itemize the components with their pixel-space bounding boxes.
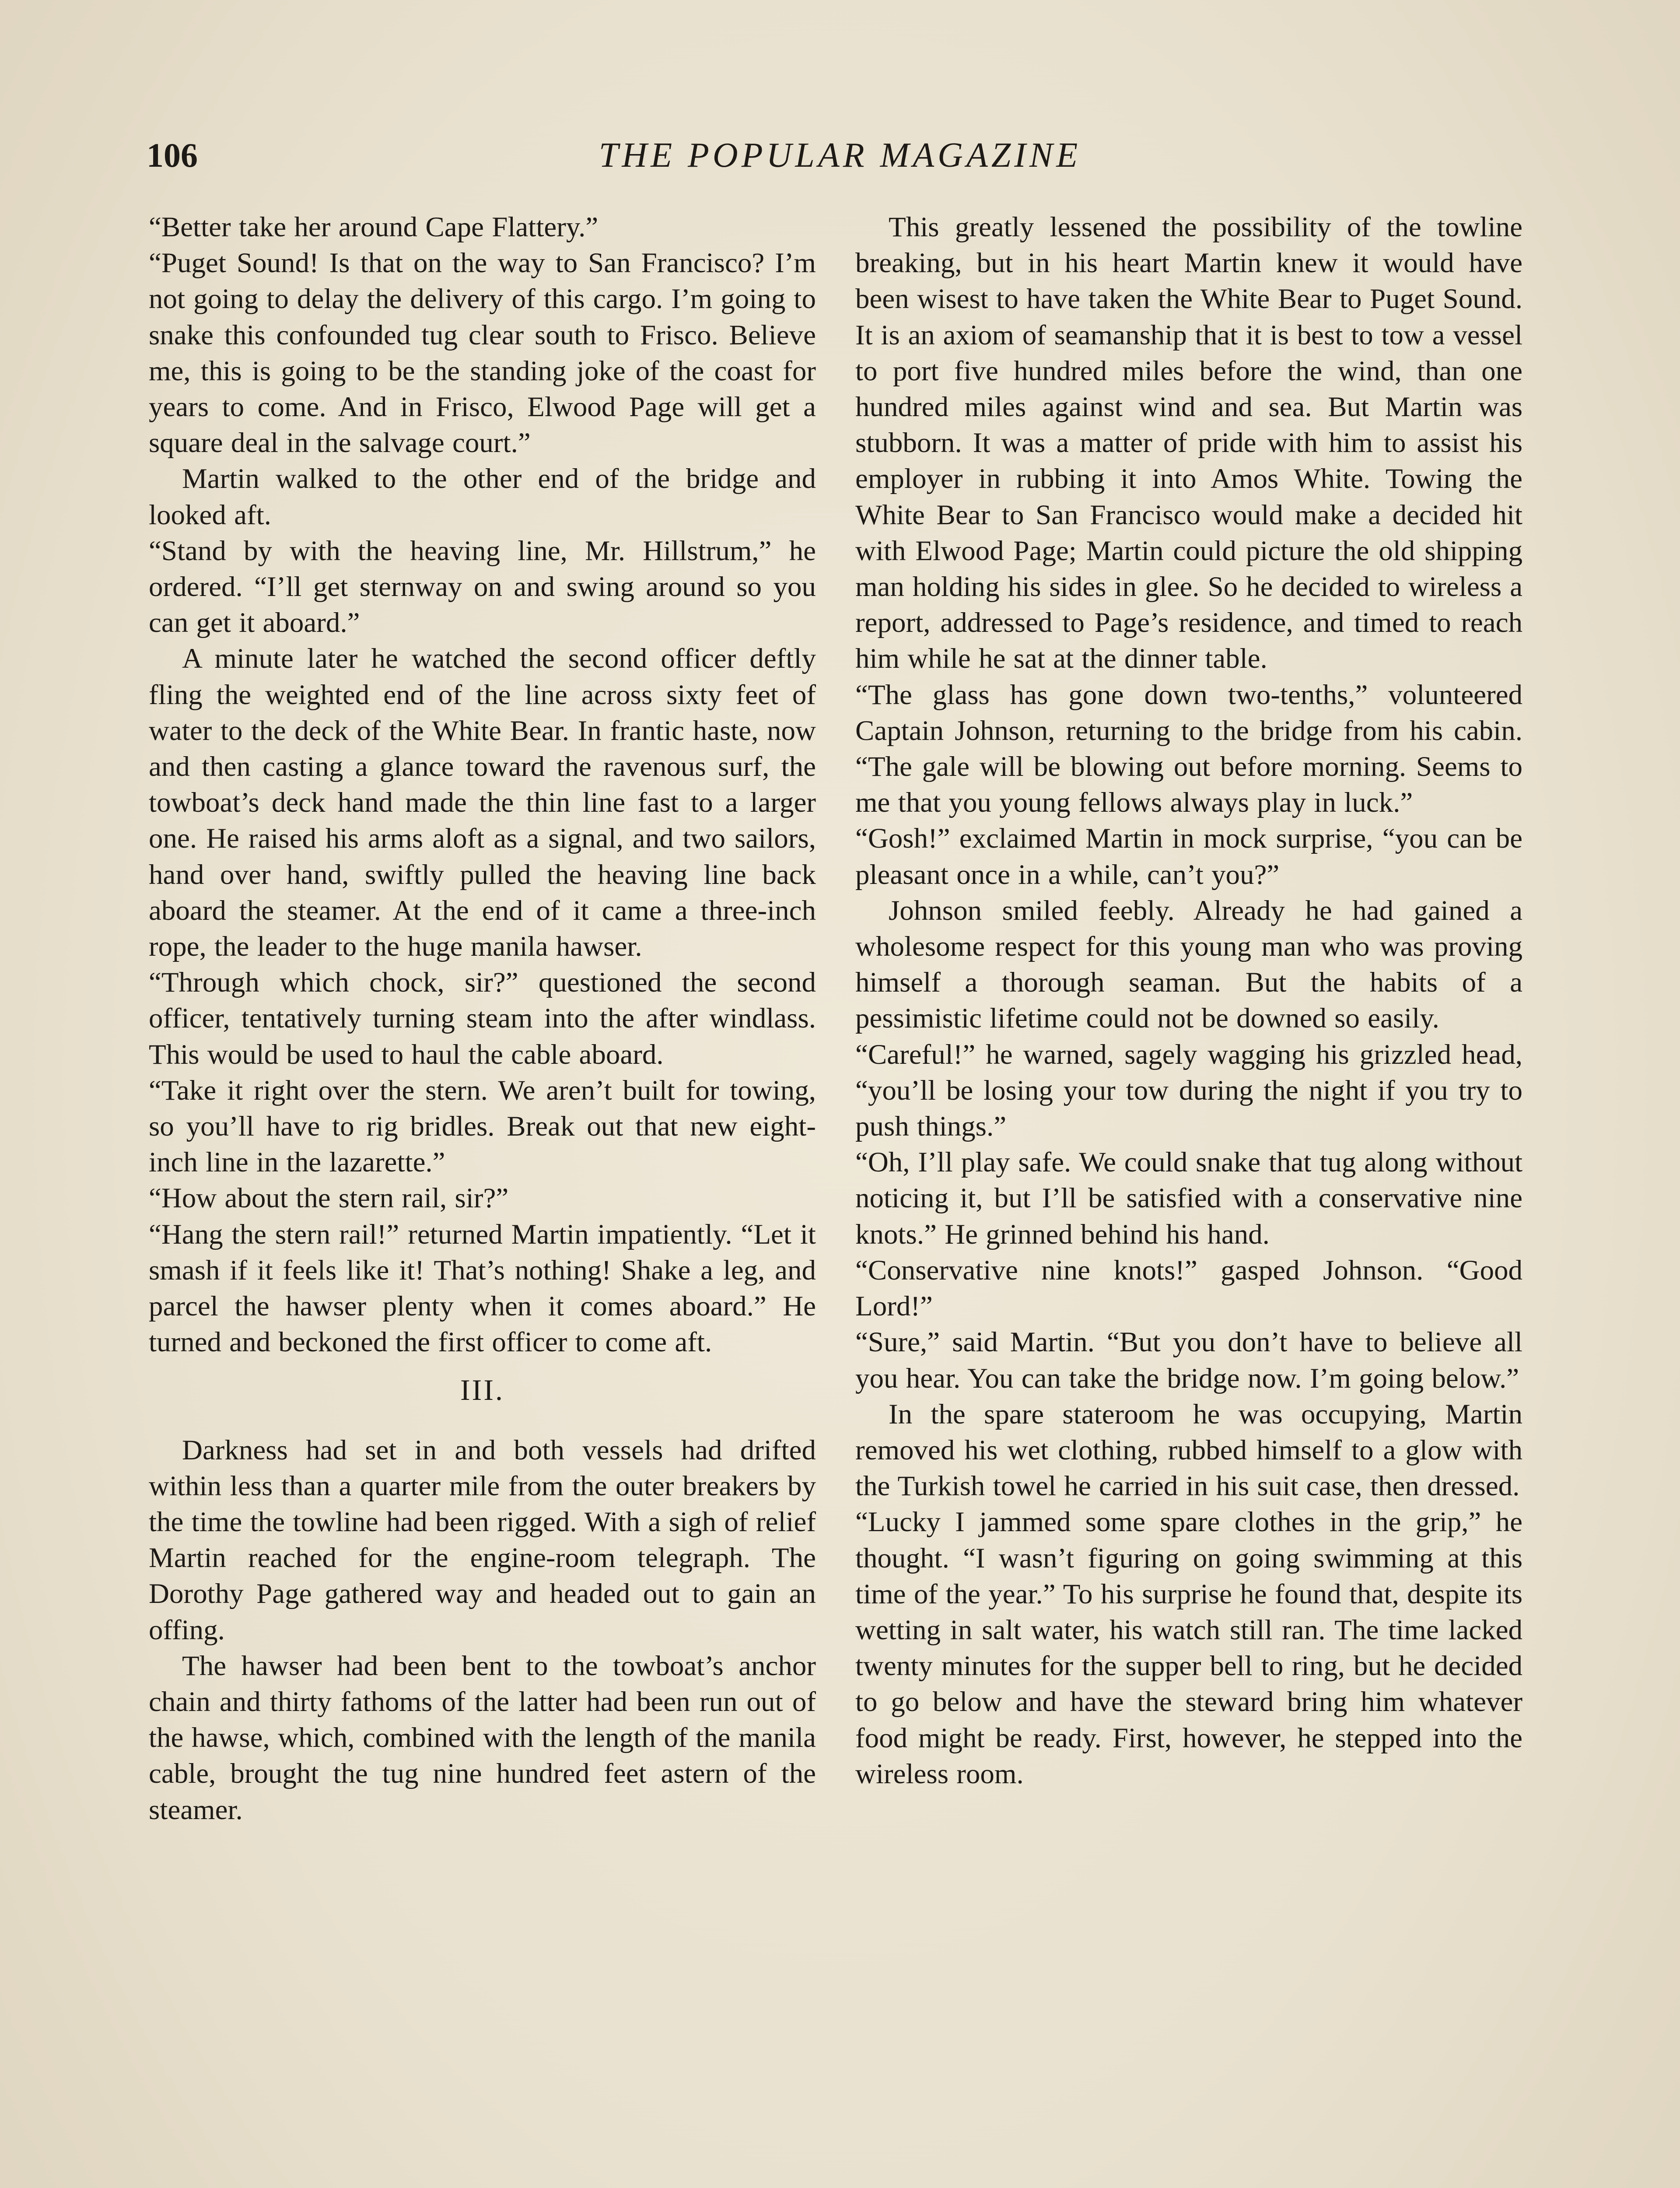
paragraph: “Better take her around Cape Flattery.” <box>149 211 598 243</box>
right-column <box>855 209 1522 2188</box>
paragraph: “Careful!” he warned, sagely wagging his grizzled head, “you’ll be losing your tow during the night if you try to push things.” <box>855 1038 1522 1143</box>
paragraph: “Sure,” said Martin. “But you don’t have to believe all you hear. You can take the bridge now. I’m going below.” <box>855 1326 1522 1394</box>
section-heading <box>149 1360 816 1432</box>
running-title: THE POPULAR MAGAZINE <box>598 136 1082 175</box>
page-header <box>147 131 1533 179</box>
paragraph: “Lucky I jammed some spare clothes in the grip,” he thought. “I wasn’t figuring on going swimming at this time of the year.” To his surprise he found that, despite its wetting in salt water, his watch still ran. The time lacked twenty minutes for the supper bell to ring, but he decided to go below and have the steward bring him whatever food might be ready. First, however, he stepped into the wireless room. <box>855 1506 1522 1790</box>
paragraph: Johnson smiled feebly. Already he had gained a wholesome respect for this young man who was proving himself a thorough seaman. But the habits of a pessimistic lifetime could not be downed so easily. <box>855 894 1522 1034</box>
paragraph: A minute later he watched the second officer deftly fling the weighted end of the line across sixty feet of water to the deck of the White Bear. In frantic haste, now and then casting a glance toward the ravenous surf, the towboat’s deck hand made the thin line fast to a larger one. He raised his arms aloft as a signal, and two sailors, hand over hand, swiftly pulled the heaving line back aboard the steamer. At the end of it came a three-inch rope, the leader to the huge manila hawser. <box>149 643 816 963</box>
paragraph: “Puget Sound! Is that on the way to San Francisco? I’m not going to delay the delivery of this cargo. I’m going to snake this confounded tug clear south to Frisco. Believe me, this is going to be the standing joke of the coast for years to come. And in Frisco, Elwood Page will get a square deal in the salvage court.” <box>149 247 816 459</box>
paragraph: “How about the stern rail, sir?” <box>149 1182 509 1214</box>
paragraph: The hawser had been bent to the towboat’s anchor chain and thirty fathoms of the latter had been run out of the hawse, which, combined with the length of the manila cable, brought the tug nine hundred feet astern of the steamer. <box>149 1650 816 1826</box>
paragraph: “Gosh!” exclaimed Martin in mock surprise, “you can be pleasant once in a while, can’t you?” <box>855 823 1522 891</box>
paragraph: “Through which chock, sir?” questioned the second officer, tentatively turning steam into the after windlass. This would be used to haul the cable aboard. <box>149 967 816 1070</box>
paragraph: In the spare stateroom he was occupying, Martin removed his wet clothing, rubbed himself to a glow with the Turkish towel he carried in his suit case, then dressed. <box>855 1398 1522 1502</box>
paragraph: Martin walked to the other end of the bridge and looked aft. <box>149 463 816 531</box>
left-column <box>149 209 816 2188</box>
paragraph: “Conservative nine knots!” gasped Johnson. “Good Lord!” <box>855 1254 1522 1322</box>
section-heading-text: III. <box>460 1373 504 1406</box>
paragraph: “Stand by with the heaving line, Mr. Hillstrum,” he ordered. “I’ll get sternway on and swing around so you can get it aboard.” <box>149 535 816 639</box>
paragraph: “Hang the stern rail!” returned Martin impatiently. “Let it smash if it feels like it! That’s nothing! Shake a leg, and parcel the hawser plenty when it comes aboard.” He turned and beckoned the first officer to come aft. <box>149 1218 816 1358</box>
paragraph: “The glass has gone down two-tenths,” volunteered Captain Johnson, returning to the bridge from his cabin. “The gale will be blowing out before morning. Seems to me that you young fellows always play in luck.” <box>855 679 1522 819</box>
paragraph: This greatly lessened the possibility of the towline breaking, but in his heart Martin knew it would have been wisest to have taken the White Bear to Puget Sound. It is an axiom of seamanship that it is best to tow a vessel to port five hundred miles before the wind, than one hundred miles against wind and sea. But Martin was stubborn. It was a matter of pride with him to assist his employer in rubbing it into Amos White. Towing the White Bear to San Francisco would make a decided hit with Elwood Page; Martin could picture the old shipping man holding his sides in glee. So he decided to wireless a report, addressed to Page’s residence, and timed to reach him while he sat at the dinner table. <box>855 211 1522 675</box>
paragraph: “Take it right over the stern. We aren’t built for towing, so you’ll have to rig bridles. Break out that new eight-inch line in the lazarette.” <box>149 1074 816 1178</box>
page-number: 106 <box>147 136 198 174</box>
paragraph: “Oh, I’ll play safe. We could snake that tug along without noticing it, but I’ll be satisfied with a conservative nine knots.” He grinned behind his hand. <box>855 1147 1522 1250</box>
paragraph: Darkness had set in and both vessels had drifted within less than a quarter mile from the outer breakers by the time the towline had been rigged. With a sigh of relief Martin reached for the engine-room telegraph. The Dorothy Page gathered way and headed out to gain an offing. <box>149 1434 816 1646</box>
